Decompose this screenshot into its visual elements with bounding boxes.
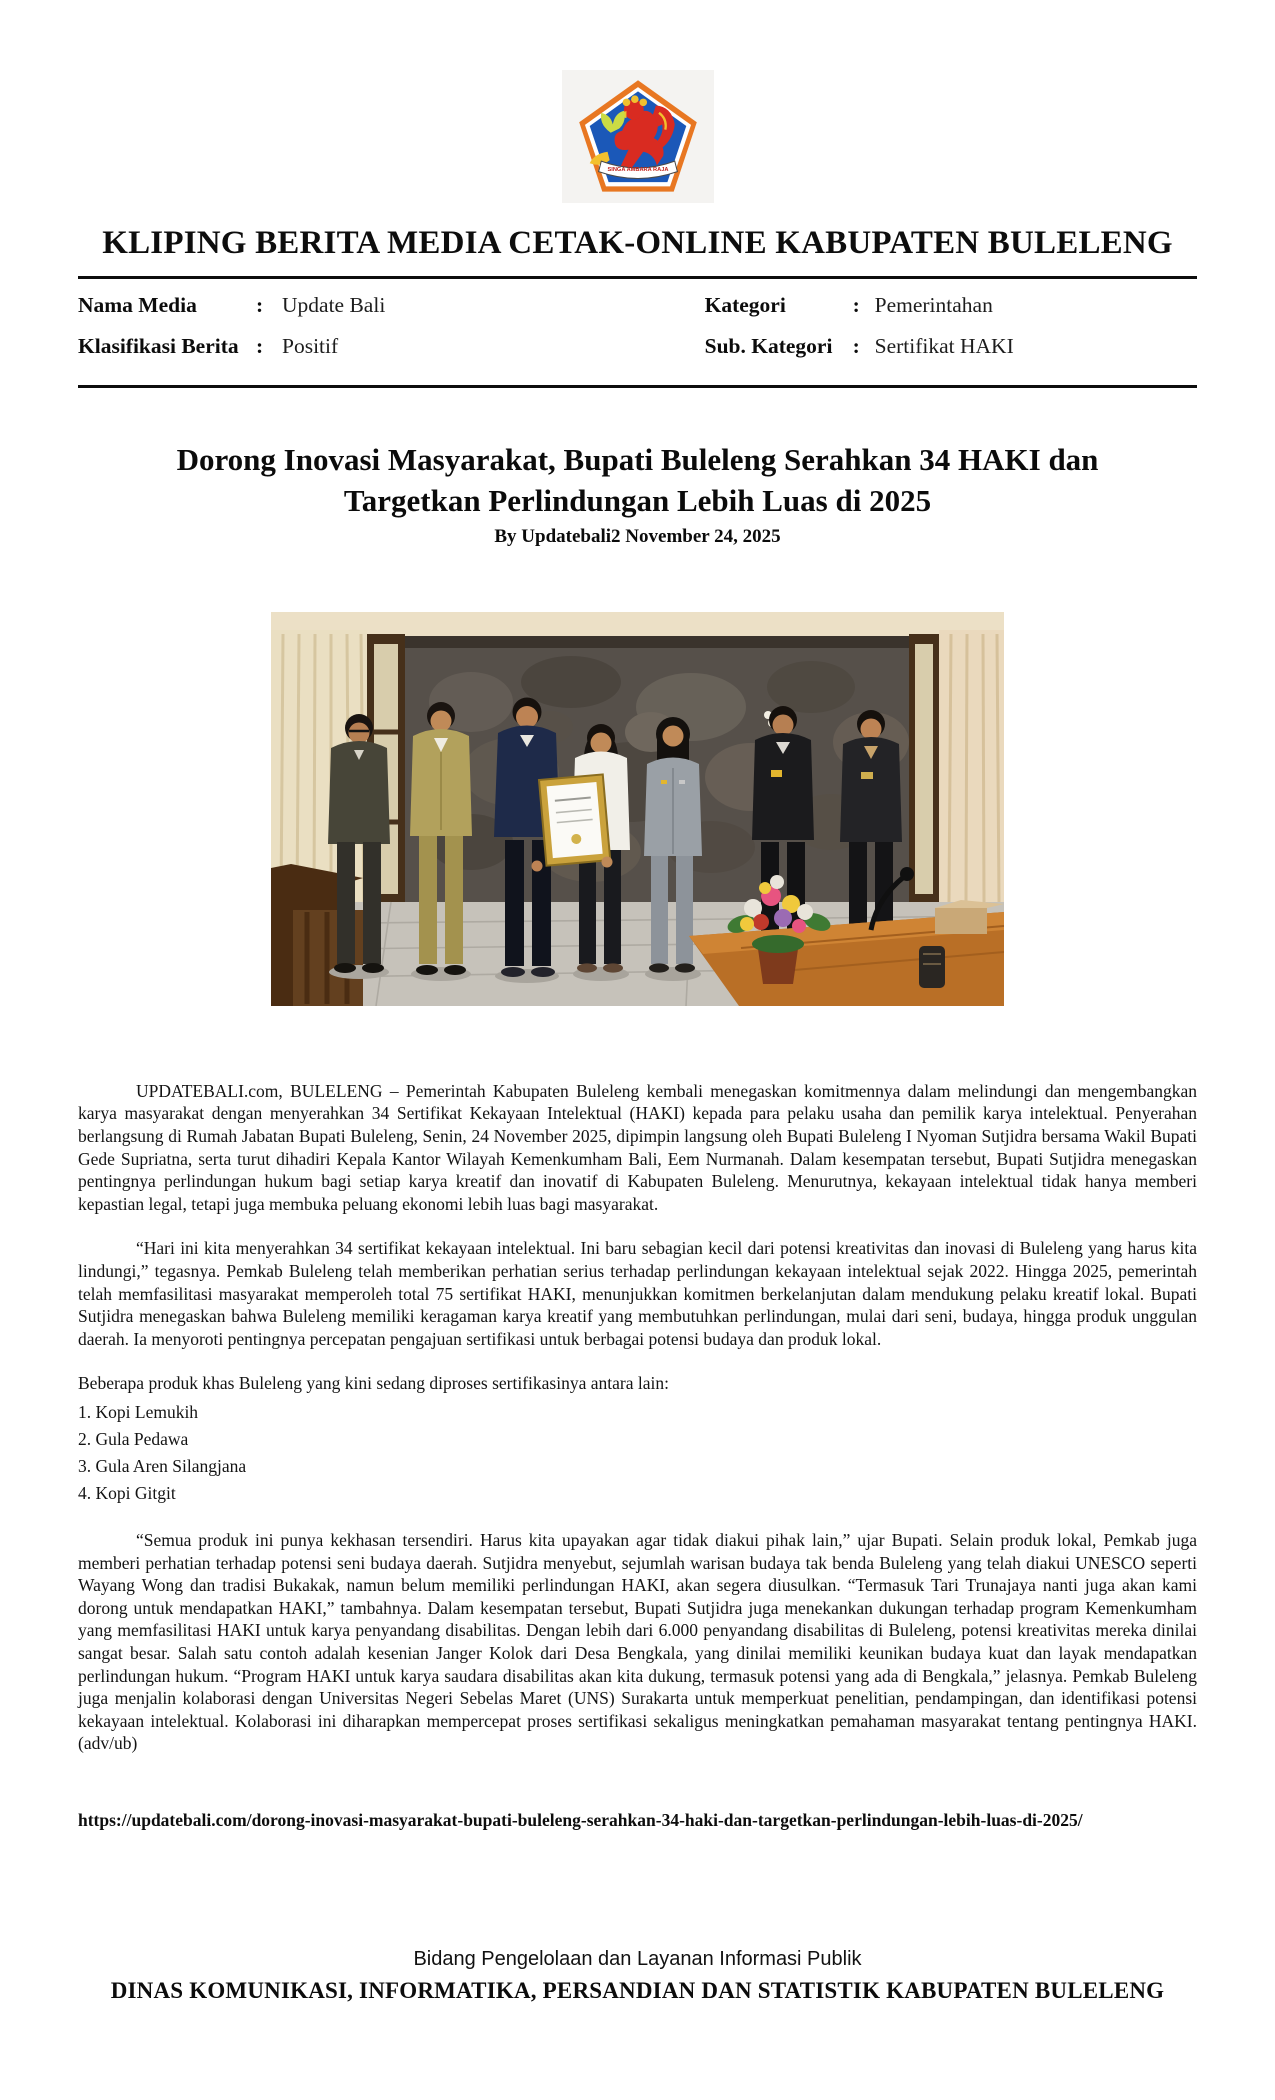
buleleng-crest-icon <box>575 78 701 196</box>
product-list-item: 2. Gula Pedawa <box>78 1428 189 1449</box>
header-divider-bottom <box>78 385 1197 388</box>
header-divider-top <box>78 276 1197 279</box>
product-list-item: 4. Kopi Gitgit <box>78 1482 176 1503</box>
meta-row-sub-kategori <box>705 334 1197 359</box>
meta-row-kategori <box>705 293 1197 318</box>
product-list-item: 1. Kopi Lemukih <box>78 1401 199 1422</box>
meta-row-klasifikasi <box>78 334 705 359</box>
article-photo <box>271 612 1004 1006</box>
patterned-cup <box>919 946 945 988</box>
footer-division: Bidang Pengelolaan dan Layanan Informasi Publik <box>413 1948 862 1970</box>
meta-value: Pemerintahan <box>874 293 993 317</box>
meta-table <box>78 293 1197 375</box>
meta-label: Kategori <box>704 293 786 317</box>
certificate <box>539 774 610 865</box>
meta-colon: : <box>852 334 860 358</box>
article-headline <box>83 440 1193 522</box>
meta-colon: : <box>852 293 860 317</box>
meta-value: Update Bali <box>282 293 386 317</box>
product-list-intro: Beberapa produk khas Buleleng yang kini sedang diproses sertifikasinya antara lain: <box>78 1373 669 1394</box>
meta-value: Positif <box>282 334 339 358</box>
document-title: KLIPING BERITA MEDIA CETAK-ONLINE KABUPATEN BULELENG <box>102 225 1173 261</box>
meta-label: Klasifikasi Berita <box>78 334 239 358</box>
meta-label: Sub. Kategori <box>704 334 833 358</box>
page-footer <box>0 1948 1275 2004</box>
article-byline: By Updatebali2 November 24, 2025 <box>494 525 781 547</box>
crest-banner-text: SINGA AMBARA RAJA <box>607 166 668 173</box>
article-body <box>78 1080 1197 1832</box>
product-list-item: 3. Gula Aren Silangjana <box>78 1455 247 1476</box>
meta-label: Nama Media <box>78 293 197 317</box>
meta-colon: : <box>256 293 264 317</box>
article-paragraph-3: “Semua produk ini punya kekhasan tersendiri. Harus kita upayakan agar tidak diakui pihak lain,” ujar Bupati. Selain produk lokal, Pemkab juga memberi perhatian terhadap potensi seni budaya daerah. Sutjidra menyebut, sejumlah warisan budaya tak benda Buleleng yang telah diakui UNESCO seperti Wayang Wong dan tradisi Bukakak, namun belum memiliki perlindungan HAKI, akan segera diusulkan. “Termasuk Tari Trunajaya nanti juga akan kami dorong untuk mendapatkan HAKI,” tambahnya. Dalam kesempatan tersebut, Bupati Sutjidra juga menekankan dukungan terhadap program Kemenkumham yang memfasilitasi HAKI untuk karya penyandang disabilitas. Dengan lebih dari 6.000 penyandang disabilitas di Buleleng, potensi kreativitas mereka dinilai sangat besar. Salah satu contoh adalah kesenian Janger Kolok dari Desa Bengkala, yang dinilai memiliki keunikan budaya kuat dan layak mendapatkan perlindungan hukum. “Program HAKI untuk karya saudara disabilitas akan kita dukung, termasuk potensi yang ada di Bengkala,” jelasnya. Pemkab Buleleng juga menjalin kolaborasi dengan Universitas Negeri Sebelas Maret (UNS) Surakarta untuk memperkuat penelitian, pendampingan, dan identifikasi potensi kekayaan intelektual. Kolaborasi ini diharapkan mempercepat proses sertifikasi sekaligus meningkatkan pemahaman masyarakat tentang pentingnya HAKI.(adv/ub) <box>78 1529 1197 1754</box>
article-paragraph-1: UPDATEBALI.com, BULELENG – Pemerintah Kabupaten Buleleng kembali menegaskan komitmennya dalam melindungi dan mengembangkan karya masyarakat dengan menyerahkan 34 Sertifikat Kekayaan Intelektual (HAKI) kepada para pelaku usaha dan pemilik karya intelektual. Penyerahan berlangsung di Rumah Jabatan Bupati Buleleng, Senin, 24 November 2025, dipimpin langsung oleh Bupati Buleleng I Nyoman Sutjidra bersama Wakil Bupati Gede Supriatna, serta turut dihadiri Kepala Kantor Wilayah Kemenkumham Bali, Eem Nurmanah. Dalam kesempatan tersebut, Bupati Sutjidra menegaskan pentingnya perlindungan hukum bagi setiap karya kreatif dan inovatif di Kabupaten Buleleng. Menurutnya, kekayaan intelektual tidak hanya memberi kepastian legal, tetapi juga membuka peluang ekonomi lebih luas bagi masyarakat. <box>78 1080 1197 1214</box>
article-headline-line2: Targetkan Perlindungan Lebih Luas di 2025 <box>343 482 932 518</box>
source-url-link[interactable]: https://updatebali.com/dorong-inovasi-masyarakat-bupati-buleleng-serahkan-34-haki-dan-targetkan-perlindungan-lebih-luas-di-2025/ <box>78 1809 1083 1830</box>
buleleng-crest-logo <box>562 70 714 203</box>
product-list <box>78 1399 1197 1507</box>
article-headline-line1: Dorong Inovasi Masyarakat, Bupati Buleleng Serahkan 34 HAKI dan <box>176 442 1099 477</box>
meta-value: Sertifikat HAKI <box>874 334 1014 358</box>
meta-row-nama-media <box>78 293 705 318</box>
footer-agency: DINAS KOMUNIKASI, INFORMATIKA, PERSANDIAN DAN STATISTIK KABUPATEN BULELENG <box>110 1978 1165 2003</box>
meta-colon: : <box>256 334 264 358</box>
article-paragraph-2: “Hari ini kita menyerahkan 34 sertifikat kekayaan intelektual. Ini baru sebagian kecil dari potensi kreativitas dan inovasi di Buleleng yang harus kita lindungi,” tegasnya. Pemkab Buleleng telah memberikan perhatian serius terhadap perlindungan kekayaan intelektual sejak 2022. Hingga 2025, pemerintah telah memfasilitasi masyarakat memperoleh total 75 sertifikat HAKI, menunjukkan komitmen berkelanjutan dalam mendukung pelaku kreatif lokal. Bupati Sutjidra menegaskan bahwa Buleleng memiliki keragaman karya kreatif yang membutuhkan perlindungan, mulai dari seni, budaya, hingga produk unggulan daerah. Ia menyoroti pentingnya percepatan pengajuan sertifikasi untuk berbagai potensi budaya dan produk lokal. <box>78 1238 1197 1349</box>
